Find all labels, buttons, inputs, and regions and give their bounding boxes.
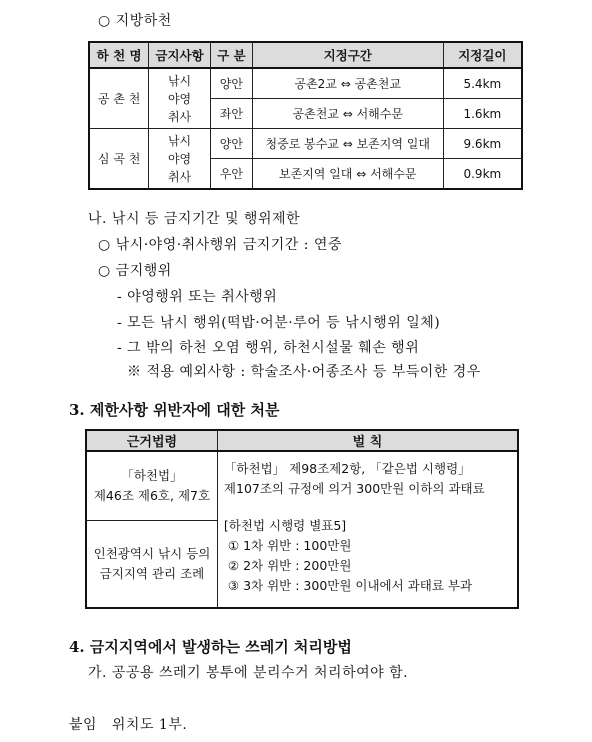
- prohibition-item: 야영: [167, 91, 192, 106]
- prohibited-act: - 모든 낚시 행위(떡밥·어분·루어 등 낚시행위 일체): [117, 315, 441, 331]
- table-row: [86, 451, 518, 521]
- river-table: [88, 41, 523, 190]
- prohibition-item: 취사: [167, 169, 192, 184]
- exception-note: ※ 적용 예외사항 : 학술조사·어종조사 등 부득이한 경우: [127, 364, 481, 380]
- section: 공촌천교 ⇔ 서해수문: [252, 99, 443, 129]
- penalty-item: ② 2차 위반 : 200만원: [227, 558, 352, 573]
- penalty-item: ① 1차 위반 : 100만원: [227, 538, 352, 553]
- table-row: [89, 68, 522, 99]
- river-name: 심 곡 천: [89, 129, 149, 190]
- legal-basis-river-act: [86, 451, 217, 521]
- section3-title: 3. 제한사항 위반자에 대한 처분: [69, 401, 280, 419]
- side: 양안: [210, 129, 252, 159]
- prohibition-list: [149, 129, 211, 190]
- prohibited-act: - 그 밖의 하천 오염 행위, 하천시설물 훼손 행위: [117, 340, 420, 356]
- penalty-main-line: 「하천법」 제98조제2항, 「같은법 시행령」: [223, 461, 471, 476]
- length: 9.6km: [443, 129, 522, 159]
- header-prohibition: 금지사항: [149, 42, 211, 68]
- prohibition-item: 낚시: [167, 73, 192, 88]
- prohibition-item: 낚시: [167, 133, 192, 148]
- penalty-item: ③ 3차 위반 : 300만원 이내에서 과태료 부과: [227, 578, 473, 593]
- law-line: 인천광역시 낚시 등의: [93, 546, 211, 561]
- river-name: 공 촌 천: [89, 68, 149, 129]
- side: 양안: [210, 68, 252, 99]
- penalty-cell: [217, 451, 518, 608]
- side: 우안: [210, 159, 252, 190]
- penalty-table: [85, 429, 519, 609]
- river-table-header: [89, 42, 522, 68]
- prohibition-period: ○ 낚시·야영·취사행위 금지기간 : 연중: [98, 237, 342, 253]
- header-penalty: 벌 칙: [217, 430, 518, 451]
- section: 공촌2교 ⇔ 공촌천교: [252, 68, 443, 99]
- section4-item: 가. 공공용 쓰레기 봉투에 분리수거 처리하여야 함.: [88, 665, 409, 681]
- penalty-main-line: 제107조의 규정에 의거 300만원 이하의 과태료: [223, 481, 485, 496]
- law-line: 제46조 제6호, 제7호: [93, 488, 211, 503]
- prohibition-item: 취사: [167, 109, 192, 124]
- length: 5.4km: [443, 68, 522, 99]
- section: 청중로 봉수교 ⇔ 보존지역 일대: [252, 129, 443, 159]
- side: 좌안: [210, 99, 252, 129]
- law-line: 금지지역 관리 조례: [99, 566, 205, 581]
- header-side: 구 분: [210, 42, 252, 68]
- section-na-title: 나. 낚시 등 금지기간 및 행위제한: [88, 211, 301, 227]
- header-river-name: 하 천 명: [89, 42, 149, 68]
- legal-basis-ordinance: [86, 521, 217, 609]
- penalty-table-header: [86, 430, 518, 451]
- section: 보존지역 일대 ⇔ 서해수문: [252, 159, 443, 190]
- length: 1.6km: [443, 99, 522, 129]
- length: 0.9km: [443, 159, 522, 190]
- table-row: [89, 129, 522, 159]
- header-legal-basis: 근거법령: [86, 430, 217, 451]
- prohibited-acts-heading: ○ 금지행위: [98, 263, 172, 279]
- law-line: 「하천법」: [121, 468, 183, 483]
- prohibition-list: [149, 68, 211, 129]
- section4-title: 4. 금지지역에서 발생하는 쓰레기 처리방법: [69, 638, 352, 656]
- header-section: 지정구간: [252, 42, 443, 68]
- prohibition-item: 야영: [167, 151, 192, 166]
- prohibited-act: - 야영행위 또는 취사행위: [117, 289, 278, 305]
- local-river-heading: ○ 지방하천: [98, 13, 172, 29]
- attachment-note: 붙임 위치도 1부.: [69, 717, 188, 733]
- penalty-table-title: [하천법 시행령 별표5]: [223, 518, 347, 533]
- header-length: 지정길이: [443, 42, 522, 68]
